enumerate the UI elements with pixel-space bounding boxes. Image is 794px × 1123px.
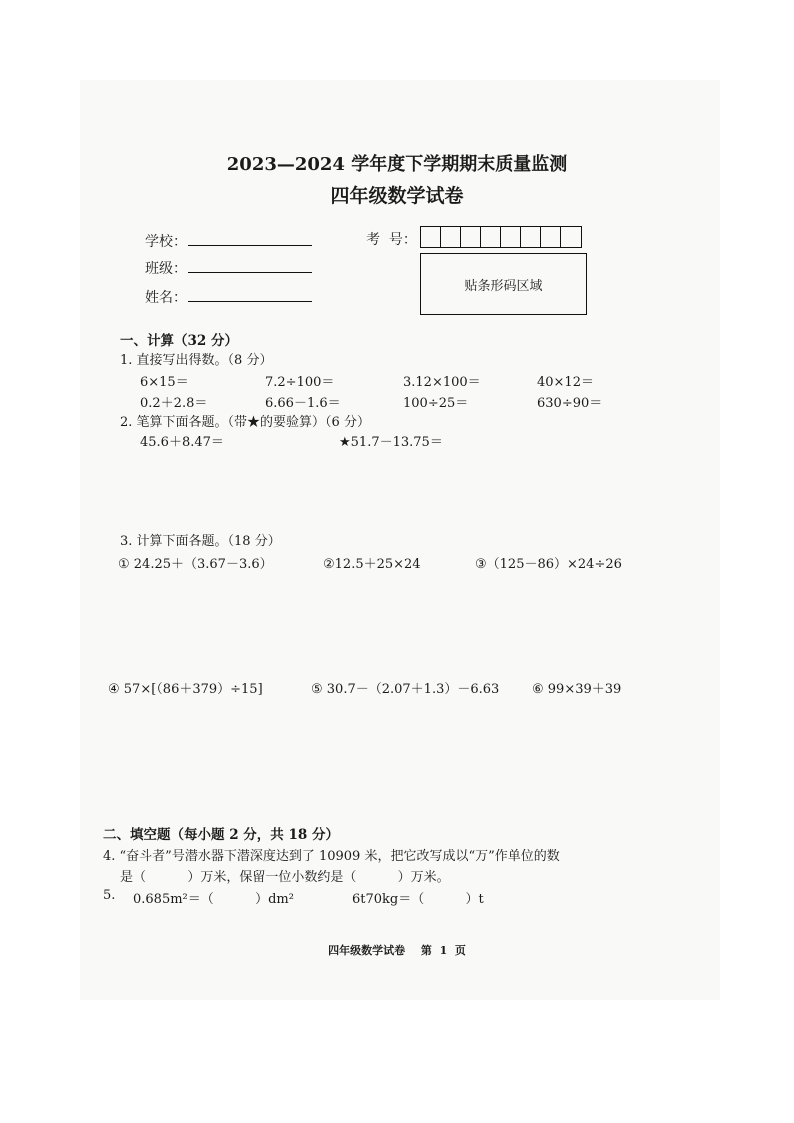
q1-item: 6×15＝ (140, 375, 189, 390)
q5-item-a: 0.685m²＝（ ）dm² (133, 892, 294, 907)
class-label: 班级： (145, 261, 187, 277)
q1-item: 630÷90＝ (537, 396, 603, 411)
school-label: 学校： (145, 234, 187, 250)
q3-item: ④ 57×[（86＋379）÷15] (108, 682, 263, 697)
exam-title: 2023—2024 学年度下学期期末质量监测 (226, 154, 568, 175)
barcode-area (420, 253, 587, 315)
exam-number-box[interactable] (541, 227, 561, 247)
part2-heading: 二、填空题（每小题 2 分，共 18 分） (103, 827, 339, 843)
exam-number-label: 考 号： (366, 232, 417, 248)
barcode-area-label: 贴条形码区域 (464, 278, 543, 294)
school-field[interactable] (188, 245, 312, 246)
q3-item: ⑥ 99×39＋39 (532, 682, 622, 697)
exam-number-box[interactable] (461, 227, 481, 247)
q1-item: 0.2＋2.8＝ (140, 396, 208, 411)
class-field[interactable] (188, 272, 312, 273)
q3-item: ③（125－86）×24÷26 (475, 557, 622, 572)
q1-item: 40×12＝ (537, 375, 594, 390)
exam-number-box[interactable] (521, 227, 541, 247)
q4-line2: 是（ ）万米，保留一位小数约是（ ）万米。 (120, 870, 450, 885)
exam-number-box[interactable] (561, 227, 581, 247)
footer-page-number: 第 1 页 (420, 944, 466, 957)
q1-item: 7.2÷100＝ (265, 375, 335, 390)
exam-number-box[interactable] (441, 227, 461, 247)
name-field[interactable] (188, 301, 312, 302)
exam-number-grid[interactable] (420, 226, 582, 248)
page-footer (0, 942, 794, 958)
q2-title: 2. 笔算下面各题。（带★的要验算）（6 分） (120, 415, 370, 430)
q3-title: 3. 计算下面各题。（18 分） (120, 534, 281, 549)
q1-title: 1. 直接写出得数。（8 分） (120, 353, 273, 368)
q5-item-b: 6t70kg＝（ ）t (352, 892, 484, 907)
q4-line1: 4. “奋斗者”号潜水器下潜深度达到了 10909 米，把它改写成以“万”作单位的数 (103, 849, 560, 864)
part1-heading: 一、计算（32 分） (120, 333, 238, 349)
q3-item: ① 24.25＋（3.67－3.6） (118, 557, 273, 572)
exam-subtitle: 四年级数学试卷 (330, 185, 464, 207)
q2-item: 45.6＋8.47＝ (140, 435, 224, 450)
q5-number: 5. (103, 888, 116, 903)
q1-item: 100÷25＝ (403, 396, 469, 411)
exam-number-box[interactable] (501, 227, 521, 247)
q3-item: ②12.5＋25×24 (323, 557, 421, 572)
q3-item: ⑤ 30.7－（2.07＋1.3）－6.63 (311, 682, 500, 697)
footer-paper-name: 四年级数学试卷 (328, 944, 406, 957)
exam-number-box[interactable] (421, 227, 441, 247)
exam-number-box[interactable] (481, 227, 501, 247)
name-label: 姓名： (145, 290, 187, 306)
q1-item: 3.12×100＝ (403, 375, 481, 390)
q2-item-starred: ★51.7－13.75＝ (339, 435, 443, 450)
q1-item: 6.66－1.6＝ (265, 396, 341, 411)
